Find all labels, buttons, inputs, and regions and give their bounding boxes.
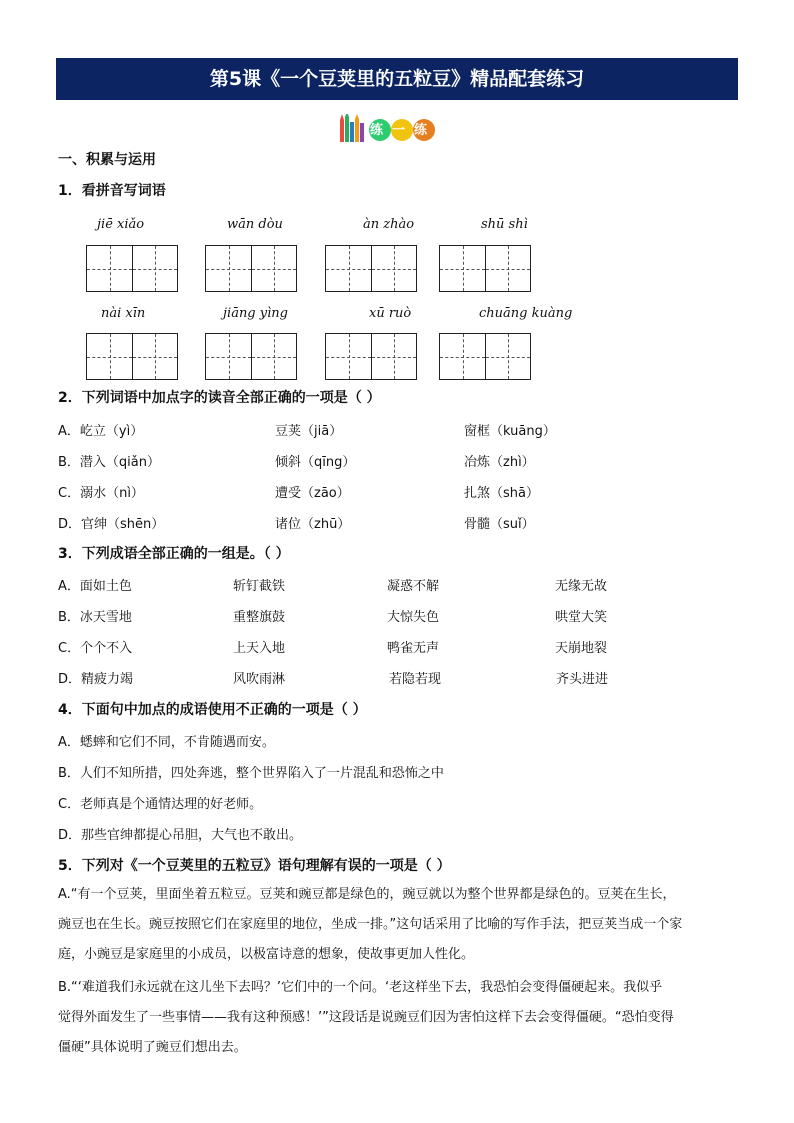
option-a-text <box>58 880 746 970</box>
option-item: 风吹雨淋 <box>233 672 286 687</box>
question-4-title: 4．下面句中加点的成语使用不正确的一项是（ ） <box>58 702 367 718</box>
option-item: A．面如土色 <box>58 579 132 594</box>
pinyin-label: shū shì <box>481 217 528 232</box>
option-item: 遭受（zāo） <box>275 486 350 501</box>
writing-grid[interactable] <box>86 333 178 380</box>
question-1-title: 1．看拼音写词语 <box>58 183 166 199</box>
option-item: A．蟋蟀和它们不同，不肯随遇而安。 <box>58 735 275 750</box>
option-item: D．精疲力竭 <box>58 672 134 687</box>
text-line: 僵硬”具体说明了豌豆们想出去。 <box>58 1040 247 1055</box>
option-item: B．冰天雪地 <box>58 610 132 625</box>
option-item: 窗框（kuāng） <box>464 424 556 439</box>
practice-logo <box>338 114 446 144</box>
option-item: 大惊失色 <box>387 610 440 625</box>
text-line: A.“有一个豆荚，里面坐着五粒豆。豆荚和豌豆都是绿色的，豌豆就以为整个世界都是绿色的。豆荚在生长， <box>58 887 676 902</box>
section-heading: 一、积累与运用 <box>58 152 156 168</box>
option-item: 齐头进进 <box>556 672 609 687</box>
question-2-title: 2．下列词语中加点字的读音全部正确的一项是（ ） <box>58 390 381 406</box>
option-item: 冶炼（zhì） <box>464 455 535 470</box>
option-item: C．溺水（nì） <box>58 486 144 501</box>
writing-grid[interactable] <box>439 333 531 380</box>
writing-grid[interactable] <box>325 245 417 292</box>
option-item: 若隐若现 <box>389 672 442 687</box>
option-item: C．个个不入 <box>58 641 133 656</box>
option-b-text <box>58 973 746 1063</box>
writing-grid[interactable] <box>205 333 297 380</box>
option-item: C．老师真是个通情达理的好老师。 <box>58 797 263 812</box>
question-3-title: 3．下列成语全部正确的一组是。（ ） <box>58 546 290 562</box>
option-item: B．人们不知所措，四处奔逃，整个世界陷入了一片混乱和恐怖之中 <box>58 766 444 781</box>
option-item: D．官绅（shēn） <box>58 517 165 532</box>
pinyin-label: jiē xiǎo <box>97 217 145 232</box>
option-item: 骨髓（suǐ） <box>464 517 535 532</box>
option-item: 诸位（zhū） <box>275 517 351 532</box>
option-item: 哄堂大笑 <box>555 610 608 625</box>
pinyin-label: xū ruò <box>369 306 412 321</box>
writing-grid[interactable] <box>86 245 178 292</box>
pinyin-label: jiāng yìng <box>223 306 288 321</box>
writing-grid[interactable] <box>439 245 531 292</box>
text-line: 豌豆也在生长。豌豆按照它们在家庭里的地位，坐成一排。”这句话采用了比喻的写作手法，把豆荚当成一个家 <box>58 917 683 932</box>
pinyin-label: àn zhào <box>363 217 415 232</box>
pinyin-label: wān dòu <box>227 217 283 232</box>
option-item: 凝惑不解 <box>387 579 440 594</box>
text-line: 觉得外面发生了一些事情——我有这种预感！’”这段话是说豌豆们因为害怕这样下去会变得僵硬。“恐怕变得 <box>58 1010 674 1025</box>
option-item: 上天入地 <box>233 641 286 656</box>
writing-grid[interactable] <box>325 333 417 380</box>
option-item: 重整旗鼓 <box>233 610 286 625</box>
option-item: A．屹立（yì） <box>58 424 144 439</box>
option-item: 豆荚（jiā） <box>275 424 343 439</box>
practice-logo-text: 练一练 <box>370 123 437 138</box>
text-line: B.“‘难道我们永远就在这儿坐下去吗？’它们中的一个问。‘老这样坐下去，我恐怕会变得僵硬起来。我似乎 <box>58 980 663 995</box>
question-5-title: 5．下列对《一个豆荚里的五粒豆》语句理解有误的一项是（ ） <box>58 858 451 874</box>
option-item: 无缘无故 <box>555 579 608 594</box>
option-item: 鸭雀无声 <box>387 641 440 656</box>
page-title: 第5课《一个豆荚里的五粒豆》精品配套练习 <box>209 68 585 90</box>
option-item: B．潜入（qiǎn） <box>58 455 160 470</box>
option-item: 倾斜（qīng） <box>275 455 356 470</box>
option-item: D．那些官绅都提心吊胆，大气也不敢出。 <box>58 828 303 843</box>
pinyin-label: nài xīn <box>101 306 146 321</box>
writing-grid[interactable] <box>205 245 297 292</box>
text-line: 庭，小豌豆是家庭里的小成员，以极富诗意的想象，使故事更加人性化。 <box>58 947 475 962</box>
pinyin-label: chuāng kuàng <box>479 306 573 321</box>
option-item: 扎煞（shā） <box>464 486 539 501</box>
option-item: 斩钉截铁 <box>233 579 286 594</box>
option-item: 天崩地裂 <box>555 641 608 656</box>
